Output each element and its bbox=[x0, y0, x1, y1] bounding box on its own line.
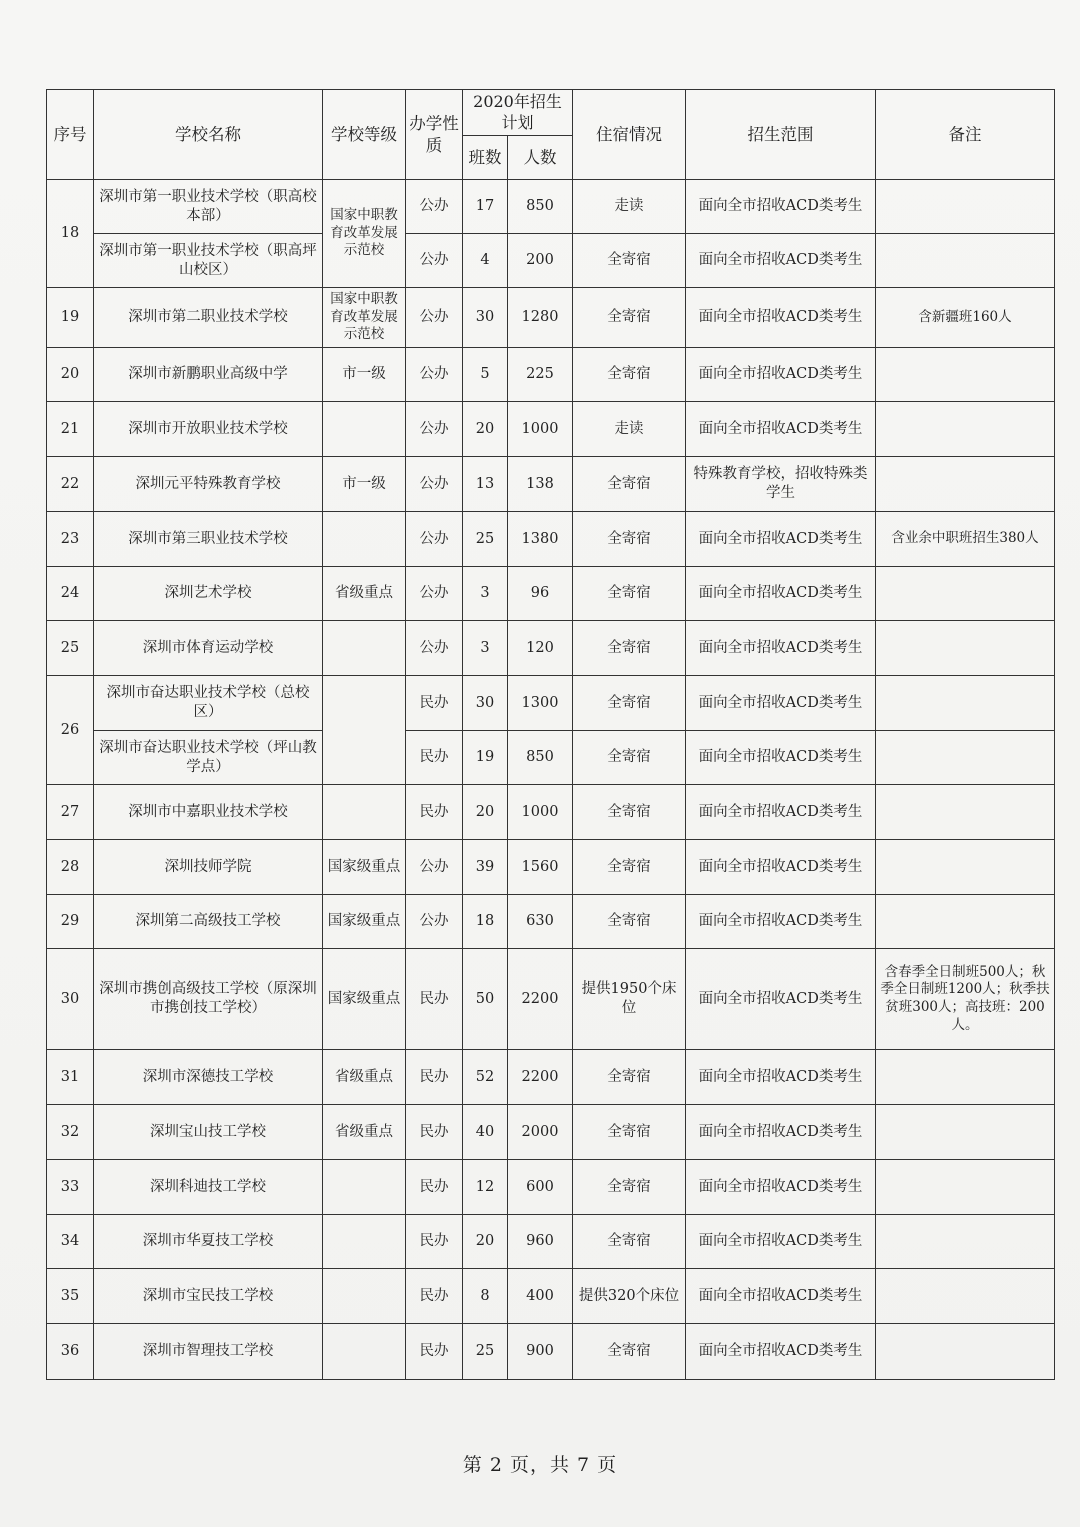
cell-nature: 民办 bbox=[406, 731, 463, 785]
cell-school-level bbox=[323, 785, 406, 840]
cell-dorm: 全寄宿 bbox=[573, 348, 686, 402]
cell-dorm: 全寄宿 bbox=[573, 234, 686, 288]
cell-remark: 含新疆班160人 bbox=[876, 288, 1055, 348]
cell-nature: 公办 bbox=[406, 621, 463, 676]
table-row bbox=[47, 1160, 1055, 1215]
cell-remark bbox=[876, 1324, 1055, 1380]
header-dorm: 住宿情况 bbox=[573, 90, 686, 180]
cell-classes: 39 bbox=[463, 840, 508, 895]
table-row bbox=[47, 1269, 1055, 1324]
cell-dorm: 全寄宿 bbox=[573, 288, 686, 348]
cell-students: 225 bbox=[508, 348, 573, 402]
cell-dorm: 提供1950个床位 bbox=[573, 949, 686, 1050]
cell-dorm: 提供320个床位 bbox=[573, 1269, 686, 1324]
cell-remark bbox=[876, 567, 1055, 621]
cell-nature: 民办 bbox=[406, 1160, 463, 1215]
table-row bbox=[47, 288, 1055, 348]
cell-students: 2200 bbox=[508, 1050, 573, 1105]
cell-scope: 面向全市招收ACD类考生 bbox=[686, 288, 876, 348]
cell-students: 400 bbox=[508, 1269, 573, 1324]
cell-classes: 5 bbox=[463, 348, 508, 402]
cell-remark bbox=[876, 621, 1055, 676]
table-row bbox=[47, 457, 1055, 512]
table-row bbox=[47, 621, 1055, 676]
enrollment-table bbox=[46, 89, 1055, 1380]
cell-nature: 民办 bbox=[406, 1269, 463, 1324]
cell-dorm: 全寄宿 bbox=[573, 457, 686, 512]
cell-scope: 面向全市招收ACD类考生 bbox=[686, 840, 876, 895]
cell-classes: 52 bbox=[463, 1050, 508, 1105]
cell-nature: 公办 bbox=[406, 348, 463, 402]
cell-nature: 民办 bbox=[406, 1050, 463, 1105]
cell-dorm: 全寄宿 bbox=[573, 567, 686, 621]
cell-students: 96 bbox=[508, 567, 573, 621]
cell-remark: 含业余中职班招生380人 bbox=[876, 512, 1055, 567]
cell-school-name: 深圳市奋达职业技术学校（坪山教学点） bbox=[94, 731, 323, 785]
cell-nature: 公办 bbox=[406, 402, 463, 457]
cell-students: 850 bbox=[508, 731, 573, 785]
cell-school-name: 深圳市携创高级技工学校（原深圳市携创技工学校） bbox=[94, 949, 323, 1050]
cell-school-level bbox=[323, 512, 406, 567]
cell-remark bbox=[876, 1215, 1055, 1269]
cell-remark bbox=[876, 785, 1055, 840]
cell-seq: 29 bbox=[47, 895, 94, 949]
cell-scope: 面向全市招收ACD类考生 bbox=[686, 1160, 876, 1215]
cell-nature: 民办 bbox=[406, 1105, 463, 1160]
cell-scope: 面向全市招收ACD类考生 bbox=[686, 567, 876, 621]
cell-school-level: 省级重点 bbox=[323, 567, 406, 621]
cell-remark bbox=[876, 731, 1055, 785]
cell-nature: 公办 bbox=[406, 512, 463, 567]
page-number-footer: 第 2 页，共 7 页 bbox=[462, 1454, 618, 1476]
cell-school-name: 深圳市中嘉职业技术学校 bbox=[94, 785, 323, 840]
cell-classes: 4 bbox=[463, 234, 508, 288]
cell-scope: 面向全市招收ACD类考生 bbox=[686, 1215, 876, 1269]
cell-scope: 特殊教育学校，招收特殊类学生 bbox=[686, 457, 876, 512]
cell-dorm: 全寄宿 bbox=[573, 1215, 686, 1269]
cell-classes: 20 bbox=[463, 1215, 508, 1269]
cell-students: 1380 bbox=[508, 512, 573, 567]
cell-school-name: 深圳科迪技工学校 bbox=[94, 1160, 323, 1215]
cell-classes: 12 bbox=[463, 1160, 508, 1215]
cell-school-name: 深圳宝山技工学校 bbox=[94, 1105, 323, 1160]
table-row bbox=[47, 234, 1055, 288]
cell-students: 2000 bbox=[508, 1105, 573, 1160]
cell-scope: 面向全市招收ACD类考生 bbox=[686, 1269, 876, 1324]
cell-school-level: 市一级 bbox=[323, 457, 406, 512]
cell-dorm: 全寄宿 bbox=[573, 676, 686, 731]
cell-students: 850 bbox=[508, 180, 573, 234]
header-school-level: 学校等级 bbox=[323, 90, 406, 180]
header-nature: 办学性质 bbox=[406, 90, 463, 180]
cell-seq: 34 bbox=[47, 1215, 94, 1269]
cell-dorm: 全寄宿 bbox=[573, 840, 686, 895]
cell-school-name: 深圳艺术学校 bbox=[94, 567, 323, 621]
cell-scope: 面向全市招收ACD类考生 bbox=[686, 731, 876, 785]
cell-students: 200 bbox=[508, 234, 573, 288]
cell-remark bbox=[876, 676, 1055, 731]
cell-remark bbox=[876, 348, 1055, 402]
header-seq: 序号 bbox=[47, 90, 94, 180]
cell-seq: 28 bbox=[47, 840, 94, 895]
cell-seq: 35 bbox=[47, 1269, 94, 1324]
cell-remark bbox=[876, 402, 1055, 457]
cell-nature: 公办 bbox=[406, 180, 463, 234]
cell-seq: 25 bbox=[47, 621, 94, 676]
cell-nature: 民办 bbox=[406, 1215, 463, 1269]
cell-seq: 31 bbox=[47, 1050, 94, 1105]
table-row bbox=[47, 1050, 1055, 1105]
cell-remark bbox=[876, 234, 1055, 288]
cell-nature: 民办 bbox=[406, 785, 463, 840]
cell-school-level bbox=[323, 1324, 406, 1380]
cell-scope: 面向全市招收ACD类考生 bbox=[686, 621, 876, 676]
cell-classes: 19 bbox=[463, 731, 508, 785]
cell-dorm: 走读 bbox=[573, 402, 686, 457]
cell-scope: 面向全市招收ACD类考生 bbox=[686, 1105, 876, 1160]
cell-students: 120 bbox=[508, 621, 573, 676]
cell-classes: 8 bbox=[463, 1269, 508, 1324]
cell-nature: 公办 bbox=[406, 288, 463, 348]
cell-scope: 面向全市招收ACD类考生 bbox=[686, 348, 876, 402]
cell-remark bbox=[876, 895, 1055, 949]
cell-scope: 面向全市招收ACD类考生 bbox=[686, 1050, 876, 1105]
cell-school-name: 深圳市开放职业技术学校 bbox=[94, 402, 323, 457]
cell-students: 1000 bbox=[508, 402, 573, 457]
cell-seq: 27 bbox=[47, 785, 94, 840]
cell-school-name: 深圳市深德技工学校 bbox=[94, 1050, 323, 1105]
table-row bbox=[47, 1105, 1055, 1160]
table-row bbox=[47, 895, 1055, 949]
cell-dorm: 全寄宿 bbox=[573, 1050, 686, 1105]
cell-students: 630 bbox=[508, 895, 573, 949]
cell-classes: 50 bbox=[463, 949, 508, 1050]
header-scope: 招生范围 bbox=[686, 90, 876, 180]
cell-nature: 公办 bbox=[406, 567, 463, 621]
cell-scope: 面向全市招收ACD类考生 bbox=[686, 180, 876, 234]
cell-school-name: 深圳第二高级技工学校 bbox=[94, 895, 323, 949]
cell-scope: 面向全市招收ACD类考生 bbox=[686, 949, 876, 1050]
cell-nature: 公办 bbox=[406, 895, 463, 949]
cell-school-level: 省级重点 bbox=[323, 1105, 406, 1160]
cell-scope: 面向全市招收ACD类考生 bbox=[686, 785, 876, 840]
cell-school-level bbox=[323, 402, 406, 457]
header-remark: 备注 bbox=[876, 90, 1055, 180]
cell-school-level bbox=[323, 1269, 406, 1324]
cell-school-name: 深圳市第二职业技术学校 bbox=[94, 288, 323, 348]
cell-scope: 面向全市招收ACD类考生 bbox=[686, 234, 876, 288]
header-school-name: 学校名称 bbox=[94, 90, 323, 180]
table-row bbox=[47, 949, 1055, 1050]
table-row bbox=[47, 180, 1055, 234]
cell-remark bbox=[876, 1105, 1055, 1160]
table-row bbox=[47, 731, 1055, 785]
cell-scope: 面向全市招收ACD类考生 bbox=[686, 512, 876, 567]
cell-students: 138 bbox=[508, 457, 573, 512]
cell-school-level: 国家中职教育改革发展示范校 bbox=[323, 288, 406, 348]
cell-nature: 公办 bbox=[406, 840, 463, 895]
cell-school-name: 深圳元平特殊教育学校 bbox=[94, 457, 323, 512]
cell-seq: 36 bbox=[47, 1324, 94, 1380]
cell-dorm: 全寄宿 bbox=[573, 1324, 686, 1380]
table-row bbox=[47, 1215, 1055, 1269]
cell-school-level: 国家级重点 bbox=[323, 949, 406, 1050]
cell-classes: 20 bbox=[463, 785, 508, 840]
cell-school-name: 深圳市华夏技工学校 bbox=[94, 1215, 323, 1269]
cell-classes: 3 bbox=[463, 567, 508, 621]
cell-classes: 3 bbox=[463, 621, 508, 676]
table-row bbox=[47, 840, 1055, 895]
cell-classes: 30 bbox=[463, 288, 508, 348]
cell-nature: 公办 bbox=[406, 234, 463, 288]
cell-remark bbox=[876, 840, 1055, 895]
table-row bbox=[47, 676, 1055, 731]
cell-school-name: 深圳市体育运动学校 bbox=[94, 621, 323, 676]
cell-students: 1280 bbox=[508, 288, 573, 348]
table-row bbox=[47, 512, 1055, 567]
cell-seq: 22 bbox=[47, 457, 94, 512]
cell-seq: 18 bbox=[47, 180, 94, 288]
cell-school-level bbox=[323, 621, 406, 676]
cell-school-level bbox=[323, 1215, 406, 1269]
cell-school-level: 国家级重点 bbox=[323, 840, 406, 895]
cell-seq: 21 bbox=[47, 402, 94, 457]
cell-dorm: 全寄宿 bbox=[573, 1160, 686, 1215]
cell-classes: 17 bbox=[463, 180, 508, 234]
cell-dorm: 全寄宿 bbox=[573, 731, 686, 785]
cell-students: 1300 bbox=[508, 676, 573, 731]
cell-remark bbox=[876, 1269, 1055, 1324]
cell-remark bbox=[876, 1160, 1055, 1215]
cell-school-level: 国家级重点 bbox=[323, 895, 406, 949]
cell-school-name: 深圳市第三职业技术学校 bbox=[94, 512, 323, 567]
cell-scope: 面向全市招收ACD类考生 bbox=[686, 1324, 876, 1380]
cell-seq: 23 bbox=[47, 512, 94, 567]
cell-seq: 20 bbox=[47, 348, 94, 402]
cell-classes: 40 bbox=[463, 1105, 508, 1160]
table-row bbox=[47, 402, 1055, 457]
cell-school-level bbox=[323, 676, 406, 785]
header-students: 人数 bbox=[508, 136, 573, 180]
header-plan: 2020年招生计划 bbox=[463, 90, 573, 136]
cell-seq: 19 bbox=[47, 288, 94, 348]
cell-scope: 面向全市招收ACD类考生 bbox=[686, 402, 876, 457]
cell-school-name: 深圳市奋达职业技术学校（总校区） bbox=[94, 676, 323, 731]
header-classes: 班数 bbox=[463, 136, 508, 180]
cell-classes: 30 bbox=[463, 676, 508, 731]
cell-classes: 13 bbox=[463, 457, 508, 512]
cell-remark bbox=[876, 180, 1055, 234]
cell-students: 1560 bbox=[508, 840, 573, 895]
cell-seq: 24 bbox=[47, 567, 94, 621]
cell-school-name: 深圳市宝民技工学校 bbox=[94, 1269, 323, 1324]
cell-nature: 民办 bbox=[406, 949, 463, 1050]
cell-remark bbox=[876, 457, 1055, 512]
cell-dorm: 全寄宿 bbox=[573, 895, 686, 949]
cell-school-name: 深圳市新鹏职业高级中学 bbox=[94, 348, 323, 402]
cell-school-name: 深圳市第一职业技术学校（职高坪山校区） bbox=[94, 234, 323, 288]
cell-nature: 民办 bbox=[406, 676, 463, 731]
cell-classes: 25 bbox=[463, 512, 508, 567]
table-row bbox=[47, 567, 1055, 621]
cell-school-name: 深圳市智理技工学校 bbox=[94, 1324, 323, 1380]
cell-dorm: 全寄宿 bbox=[573, 1105, 686, 1160]
cell-seq: 33 bbox=[47, 1160, 94, 1215]
cell-school-level bbox=[323, 1160, 406, 1215]
cell-students: 600 bbox=[508, 1160, 573, 1215]
cell-dorm: 全寄宿 bbox=[573, 621, 686, 676]
cell-school-name: 深圳技师学院 bbox=[94, 840, 323, 895]
cell-seq: 32 bbox=[47, 1105, 94, 1160]
cell-classes: 18 bbox=[463, 895, 508, 949]
cell-school-level: 省级重点 bbox=[323, 1050, 406, 1105]
cell-students: 960 bbox=[508, 1215, 573, 1269]
cell-seq: 26 bbox=[47, 676, 94, 785]
cell-classes: 25 bbox=[463, 1324, 508, 1380]
cell-dorm: 走读 bbox=[573, 180, 686, 234]
cell-students: 1000 bbox=[508, 785, 573, 840]
cell-scope: 面向全市招收ACD类考生 bbox=[686, 676, 876, 731]
table-row bbox=[47, 348, 1055, 402]
cell-dorm: 全寄宿 bbox=[573, 512, 686, 567]
cell-school-level: 市一级 bbox=[323, 348, 406, 402]
cell-classes: 20 bbox=[463, 402, 508, 457]
table-row bbox=[47, 785, 1055, 840]
cell-students: 2200 bbox=[508, 949, 573, 1050]
cell-nature: 公办 bbox=[406, 457, 463, 512]
cell-dorm: 全寄宿 bbox=[573, 785, 686, 840]
table-row bbox=[47, 1324, 1055, 1380]
cell-school-name: 深圳市第一职业技术学校（职高校本部） bbox=[94, 180, 323, 234]
cell-scope: 面向全市招收ACD类考生 bbox=[686, 895, 876, 949]
cell-nature: 民办 bbox=[406, 1324, 463, 1380]
cell-seq: 30 bbox=[47, 949, 94, 1050]
cell-remark: 含春季全日制班500人；秋季全日制班1200人；秋季扶贫班300人；高技班：200人。 bbox=[876, 949, 1055, 1050]
cell-students: 900 bbox=[508, 1324, 573, 1380]
cell-school-level: 国家中职教育改革发展示范校 bbox=[323, 180, 406, 288]
cell-remark bbox=[876, 1050, 1055, 1105]
